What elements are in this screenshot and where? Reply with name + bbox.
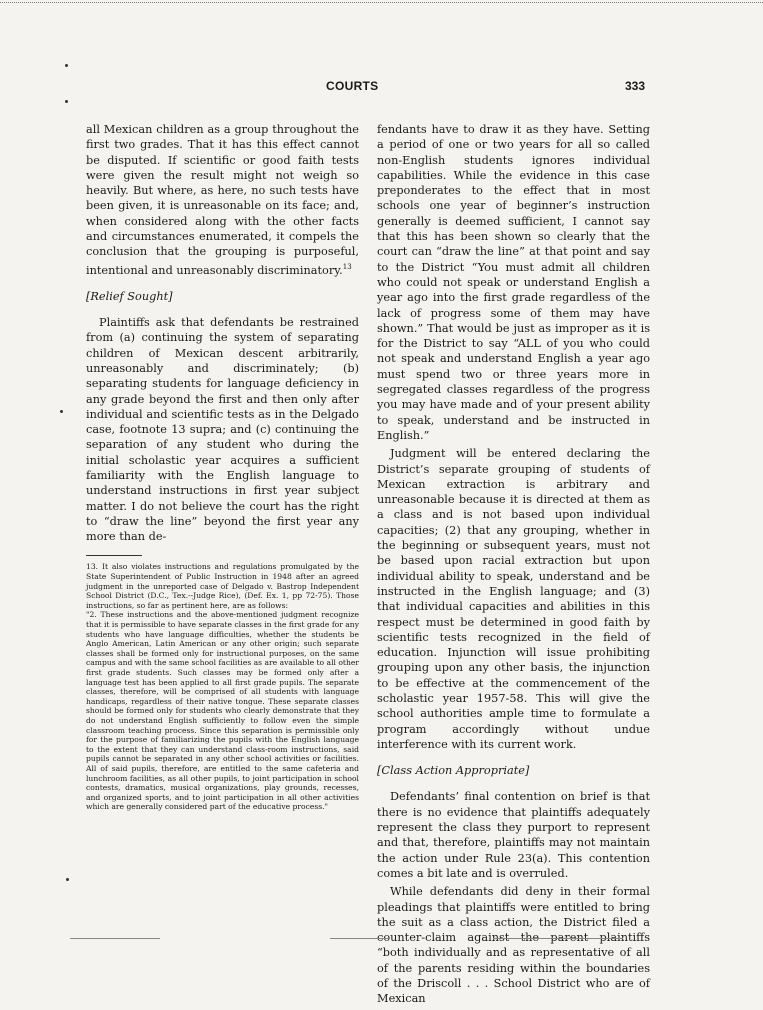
section-heading: [Relief Sought] bbox=[86, 289, 173, 303]
scan-speck bbox=[66, 878, 69, 881]
left-column bbox=[86, 122, 359, 812]
scan-speck bbox=[60, 410, 63, 413]
paragraph: Judgment will be entered declaring the District’s separate grouping of students of Mexican extraction is arbitrary and unreasonable because it is directed at them as a class and is not based upon individual capacities; (2) that any grouping, whether in the beginning or subsequent years, must not be based upon racial extraction but upon individual ability to speak, understand and be instructed in the English language; and (3) that individual capacities and abilities in this respect must be determined in good faith by scientific tests recognized in the field of education. Injunction will issue prohibiting grouping upon any other basis, the injunction to be effective at the commencement of the scholastic year 1957-58. This will give the school authorities ample time to formulate a program accordingly without undue interference with its current work. bbox=[377, 447, 650, 751]
scan-speck bbox=[65, 64, 68, 67]
bottom-edge-rule bbox=[330, 938, 390, 939]
paragraph bbox=[86, 122, 359, 278]
running-title: COURTS bbox=[326, 79, 379, 93]
top-edge-dotted-line bbox=[0, 2, 763, 4]
paragraph: fendants have to draw it as they have. Setting a period of one or two years for all so called non-English students ignores individual capabilities. While the evidence in this case preponderates to the effect that in most schools one year of beginner’s instruction generally is deemed sufficient, I cannot say that this has been shown so clearly that the court can “draw the line” at that point and say to the District “You must admit all children who could not speak or understand English a year ago into the first grade regardless of the lack of progress some of them may have shown.” That would be just as improper as it is for the District to say “ALL of you who could not speak and understand English a year ago must spend two or three years more in segregated classes regardless of the progress you may have made and of your present ability to speak, understand and be instructed in English.” bbox=[377, 123, 650, 442]
footnote-divider bbox=[86, 555, 142, 556]
scan-speck bbox=[65, 100, 68, 103]
section-heading: [Class Action Appropriate] bbox=[377, 764, 530, 778]
paragraph: Plaintiffs ask that defendants be restrained from (a) continuing the system of separating children of Mexican descent arbitrarily, unreasonably and discriminately; (b) separating students for language deficiency in any grade beyond the first and then only after individual and scientific tests as in the Delgado case, footnote 13 supra; and (c) continuing the separation of any student who during the initial scholastic year acquires a sufficient familiarity with the English language to understand instructions in first year subject matter. I do not believe the court has the right to “draw the line” beyond the first year any more than de- bbox=[86, 316, 359, 544]
bottom-edge-rule bbox=[493, 938, 623, 939]
footnote-13: 13. It also violates instructions and regulations promulgated by the State Superintendent of Public Instruction in 1948 after an agreed judgment in the unreported case of Delgado v. Bastrop Independent School District (D.C., Tex.--Judge Rice), (Def. Ex. 1, pp 72-75). Those instructions, so far as pertinent here, are as follows: "2. These instructions and the above-mentioned judgment recognize that it is permissible to have separate classes in the first grade for any students who have language difficulties, whether the students be Anglo American, Latin American or any other origin; such separate classes shall be formed only for instructional purposes, on the same campus and with the same school facilities as are available to all other first grade students. Such classes may be formed only after a language test has been applied to all first grade pupils. The separate classes, therefore, will be comprised of all students with language handicaps, regardless of their native tongue. These separate classes should be formed only for students who clearly demonstrate that they do not understand English sufficiently to follow even the simple classroom teaching process. Since this separation is permissible only for the purpose of familiarizing the pupils with the English language to the extent that they can understand class-room instructions, said pupils cannot be separated in any other school activities or facilities. All of said pupils, therefore, are entitled to the same cafeteria and lunchroom facilities, as all other pupils, to joint participation in school contests, dramatics, musical organizations, play grounds, recesses, and organized sports, and to joint participation in all other activities which are generally considered part of the educative process." bbox=[86, 562, 359, 812]
paragraph: While defendants did deny in their formal pleadings that plaintiffs were entitled to bring the suit as a class action, the District filed a counter-claim against the parent plaintiffs “both individually and as representative of all of the parents residing within the boundaries of the Driscoll . . . School District who are of Mexican bbox=[377, 885, 650, 1006]
bottom-edge-rule bbox=[70, 938, 160, 939]
paragraph-text: all Mexican children as a group throughout the first two grades. That it has this effect cannot be disputed. If scientific or good faith tests were given the result might not weigh so heavily. But where, as here, no such tests have been given, it is unreasonable on its face; and, when considered along with the other facts and circumstances enumerated, it compels the conclusion that the grouping is purposeful, intentional and unreasonably discriminatory. bbox=[86, 123, 359, 277]
right-column bbox=[377, 122, 650, 1010]
footnote-reference: 13 bbox=[342, 262, 352, 271]
page-number: 333 bbox=[625, 79, 646, 93]
paragraph: Defendants’ final contention on brief is that there is no evidence that plaintiffs adequately represent the class they purport to represent and that, therefore, plaintiffs may not maintain the action under Rule 23(a). This contention comes a bit late and is overruled. bbox=[377, 790, 650, 880]
